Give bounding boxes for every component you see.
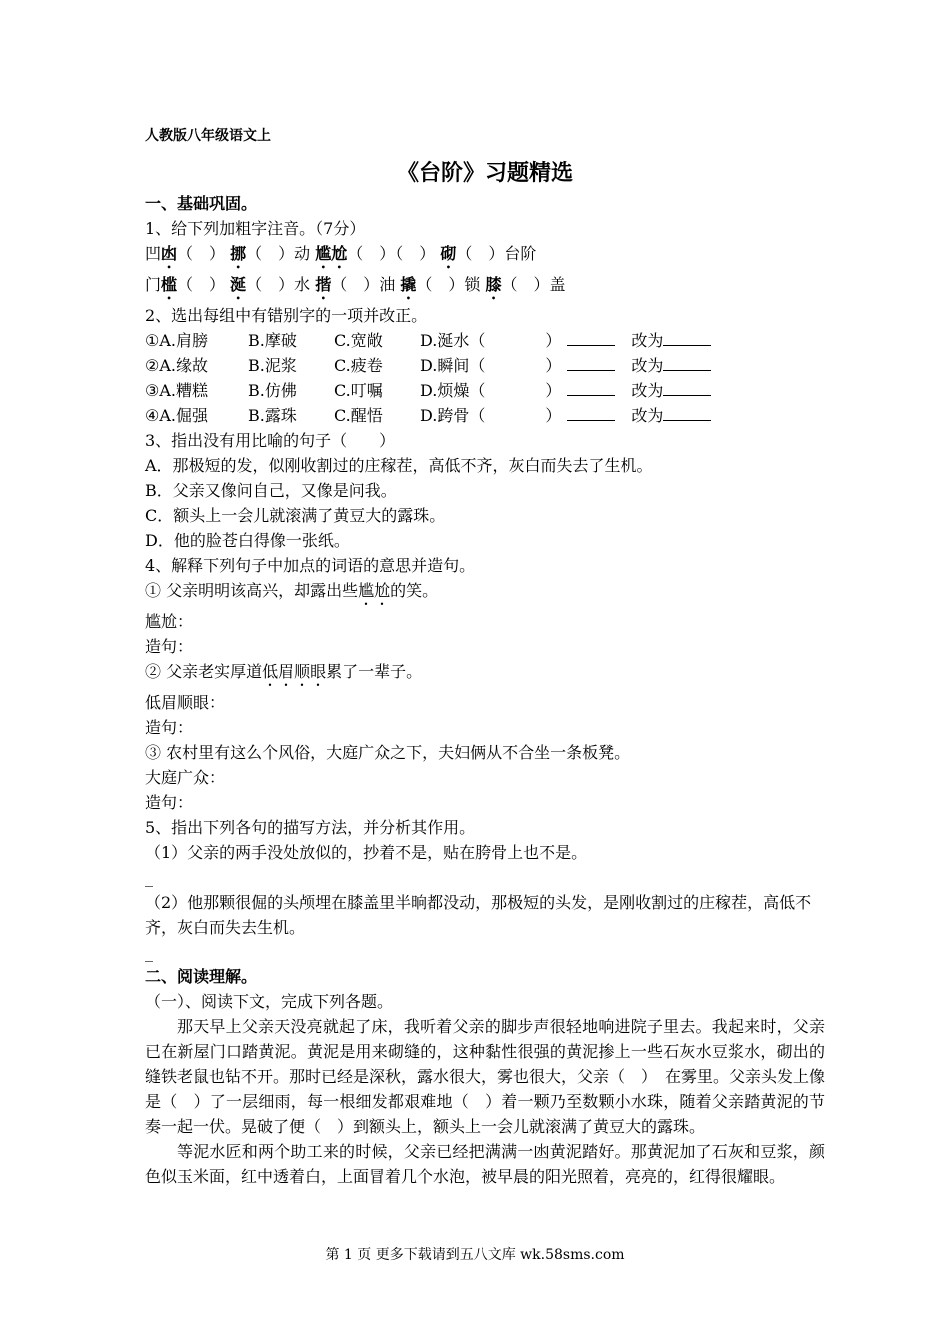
q5-prompt: 5、指出下列各句的描写方法，并分析其作用。	[145, 818, 476, 837]
q1-row1: 凹凼（ ） 挪（ ）动 尴尬（ ）（ ） 砌（ ）台阶	[145, 244, 537, 263]
section2-heading: 二、阅读理解。	[145, 967, 258, 986]
q2-row: ②A.缘故 B.泥浆 C.疲卷 D.瞬间（ ） 改为	[145, 353, 825, 378]
worksheet-page	[145, 126, 825, 1189]
section1-heading: 一、基础巩固。	[145, 194, 258, 213]
answer-blank[interactable]	[663, 331, 711, 346]
answer-blank[interactable]	[663, 356, 711, 371]
q2-row: ④A.倔强 B.露珠 C.醒悟 D.跨骨（ ） 改为	[145, 403, 825, 428]
q5-sentence-2: （2）他那颗很倔的头颅埋在膝盖里半晌都没动，那极短的头发，是刚收割过的庄稼茬，高低不齐，灰白而失去生机。	[145, 893, 812, 937]
answer-line[interactable]: _	[145, 943, 153, 962]
q3-prompt: 3、指出没有用比喻的句子（ ）	[145, 431, 396, 450]
subject-label: 人教版八年级语文上	[145, 128, 271, 144]
answer-line[interactable]: _	[145, 868, 153, 887]
q4-word-1: 尴尬：	[145, 612, 194, 631]
q3-option: C．额头上一会儿就滚满了黄豆大的露珠。	[145, 506, 446, 525]
reading-paragraph-2: 等泥水匠和两个助工来的时候，父亲已经把满满一凼黄泥踏好。那黄泥加了石灰和豆浆，颜色似玉米面，红中透着白，上面冒着几个水泡，被早晨的阳光照着，亮亮的，红得很耀眼。	[145, 1142, 825, 1186]
q4-make-sentence-3: 造句：	[145, 793, 194, 812]
q2-row: ③A.糟糕 B.仿佛 C.叮嘱 D.烦燥（ ） 改为	[145, 378, 825, 403]
answer-blank[interactable]	[567, 406, 615, 421]
q1-prompt: 1、给下列加粗字注音。（7分）	[145, 219, 366, 238]
q4-make-sentence-1: 造句：	[145, 637, 194, 656]
q4-word-2: 低眉顺眼：	[145, 693, 226, 712]
answer-blank[interactable]	[663, 381, 711, 396]
q4-sentence-2: ② 父亲老实厚道低眉顺眼累了一辈子。	[145, 662, 423, 681]
q4-sentence-3: ③ 农村里有这么个风俗，大庭广众之下，夫妇俩从不合坐一条板凳。	[145, 743, 631, 762]
page-footer: 第 1 页 更多下载请到五八文库 wk.58sms.com	[325, 1247, 625, 1263]
q1-row2: 门槛（ ） 涎（ ）水 揩（ ）油 撬（ ）锁 膝（ ）盖	[145, 275, 566, 294]
q5-sentence-1: （1）父亲的两手没处放似的，抄着不是，贴在胯骨上也不是。	[145, 843, 588, 862]
answer-blank[interactable]	[567, 356, 615, 371]
reading-part-label: （一）、阅读下文，完成下列各题。	[145, 992, 394, 1011]
answer-blank[interactable]	[567, 381, 615, 396]
q4-make-sentence-2: 造句：	[145, 718, 194, 737]
q4-sentence-1: ① 父亲明明该高兴，却露出些尴尬的笑。	[145, 581, 439, 600]
q2-prompt: 2、选出每组中有错别字的一项并改正。	[145, 306, 428, 325]
page-title: 《台阶》习题精选	[396, 161, 573, 186]
q3-option: A．那极短的发，似刚收割过的庄稼茬，高低不齐，灰白而失去了生机。	[145, 456, 653, 475]
q3-option: D．他的脸苍白得像一张纸。	[145, 531, 350, 550]
q2-row: ①A.肩膀 B.摩破 C.宽敞 D.涎水（ ） 改为	[145, 328, 825, 353]
reading-paragraph-1: 那天早上父亲天没亮就起了床，我听着父亲的脚步声很轻地响进院子里去。我起来时，父亲已在新屋门口踏黄泥。黄泥是用来砌缝的，这种黏性很强的黄泥掺上一些石灰水豆浆水，砌出的缝铁老鼠也钻不开。那时已经是深秋，露水很大，雾也很大，父亲（ ） 在雾里。父亲头发上像是（ ）了一层细雨，每一根细发都艰难地（ ）着一颗乃至数颗小水珠，随着父亲踏黄泥的节奏一起一伏。晃破了便（ ）到额头上，额头上一会儿就滚满了黄豆大的露珠。	[145, 1017, 826, 1136]
q4-word-3: 大庭广众：	[145, 768, 226, 787]
q4-prompt: 4、解释下列句子中加点的词语的意思并造句。	[145, 556, 476, 575]
q3-option: B．父亲又像问自己，又像是问我。	[145, 481, 397, 500]
answer-blank[interactable]	[663, 406, 711, 421]
answer-blank[interactable]	[567, 331, 615, 346]
